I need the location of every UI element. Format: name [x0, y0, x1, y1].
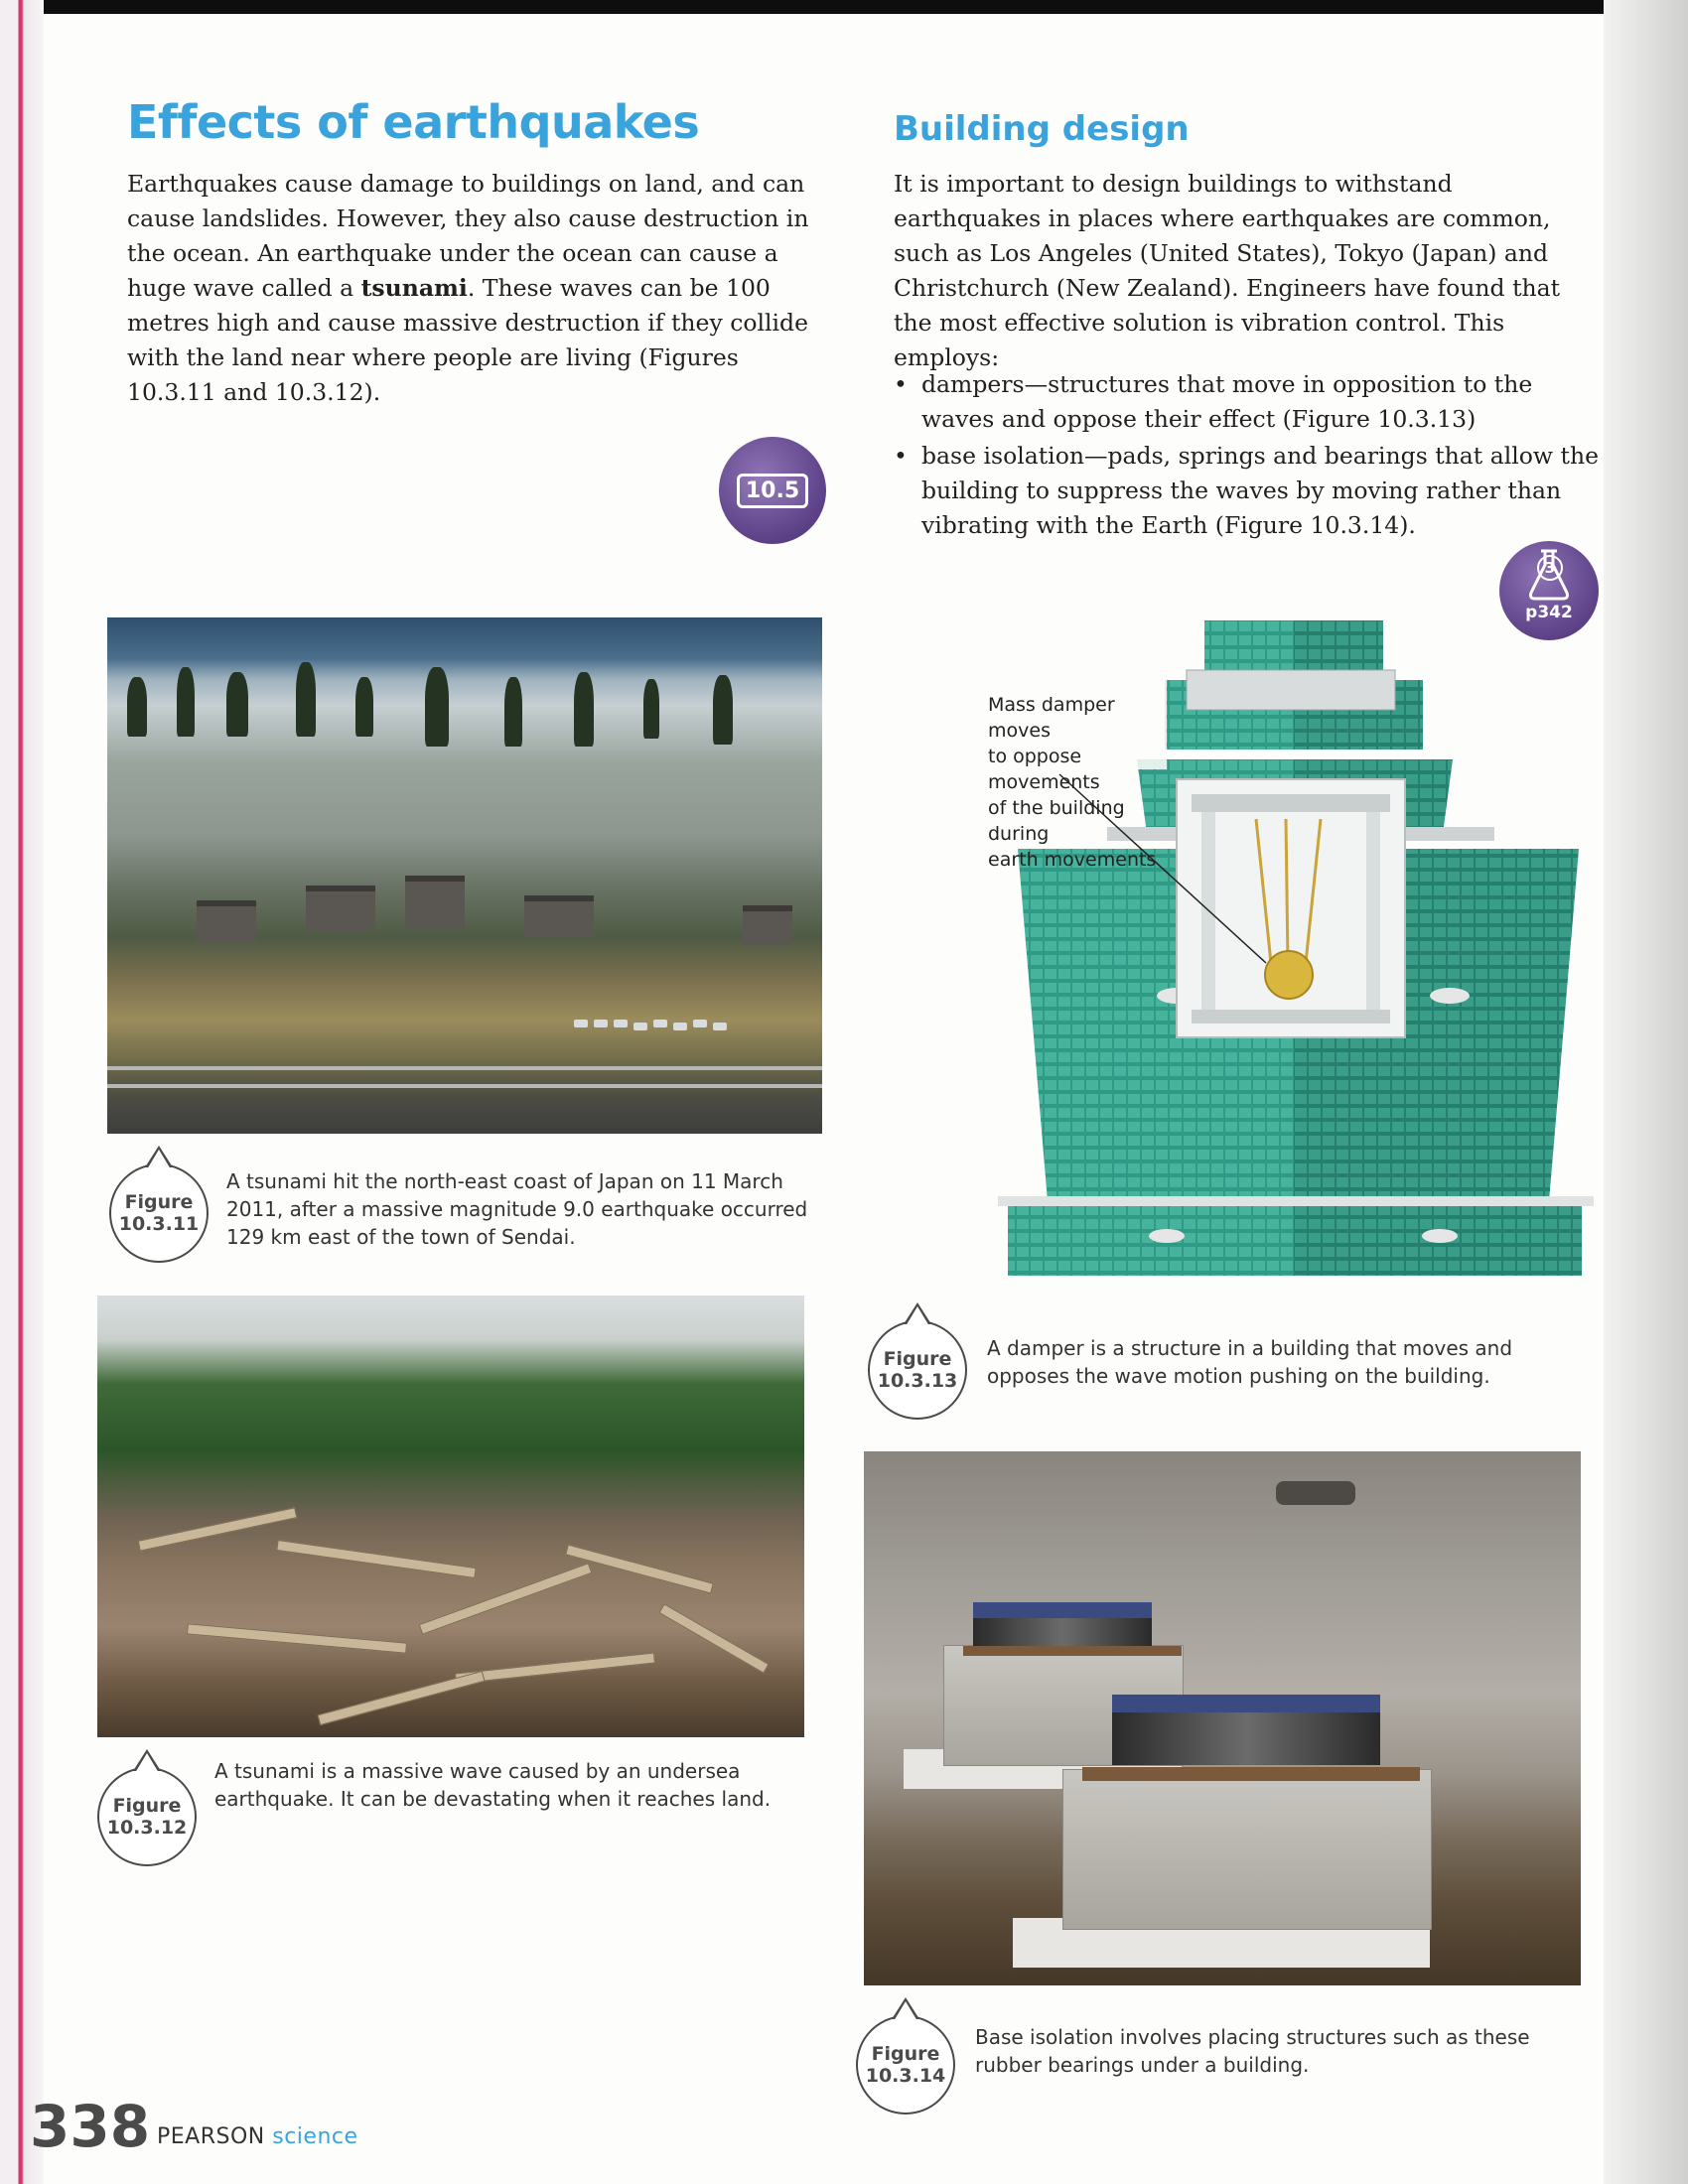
right-paragraph: It is important to design buildings to withstand earthquakes in places where earthquakes are common, such as Los Angeles (United States), Tokyo (Japan) and Christchurch (New Zealand). Engineers have found that the most effective solution is vibration control. This employs: — [894, 170, 1561, 371]
lab-activity-page: p342 — [1525, 603, 1573, 622]
rubber-bearings-photo — [864, 1451, 1581, 1985]
figure-caption-10-3-11: A tsunami hit the north-east coast of Japan on 11 March 2011, after a massive magnitude 9.0 earthquake occurred 129 km east of the town of Sendai. — [226, 1169, 808, 1249]
figure-label-10-3-11: Figure 10.3.11 — [109, 1163, 209, 1263]
page-top-edge — [0, 0, 1688, 14]
left-heading: Effects of earthquakes — [127, 95, 700, 149]
figure-label-10-3-13: Figure 10.3.13 — [868, 1320, 967, 1420]
tsunami-japan-photo — [107, 617, 822, 1134]
lab-activity-number: 3 — [1537, 555, 1563, 581]
key-term-tsunami: tsunami — [360, 274, 468, 302]
next-page-edge — [1604, 0, 1688, 2184]
page-number: 338 — [30, 2093, 151, 2160]
wall-fixture — [1276, 1481, 1355, 1505]
right-heading: Building design — [894, 109, 1190, 149]
tsunami-debris-photo — [97, 1296, 804, 1737]
book-reference-number: 10.5 — [737, 474, 808, 508]
left-paragraph: Earthquakes cause damage to buildings on land, and can cause landslides. However, they also cause destruction in the ocean. An earthquake under the ocean can cause a huge wave called a tsunami. These waves can be 100 metres high and cause massive destruction if they collide with the land near where people are living (Figures 10.3.11 and 10.3.12). — [127, 170, 809, 406]
publisher-brand: PEARSON science — [157, 2124, 358, 2149]
mass-damper-diagram — [988, 620, 1594, 1276]
mass-damper-callout: Mass damper moves to oppose movements of the building during earth movements — [988, 694, 1157, 871]
book-spine — [0, 0, 44, 2184]
figure-caption-10-3-14: Base isolation involves placing structures such as these rubber bearings under a building. — [975, 2025, 1530, 2077]
vibration-control-list — [894, 367, 1599, 545]
figure-caption-10-3-13: A damper is a structure in a building that moves and opposes the wave motion pushing on the building. — [987, 1336, 1513, 1388]
figure-label-10-3-14: Figure 10.3.14 — [856, 2015, 955, 2115]
bullet-dampers: • dampers—structures that move in opposition to the waves and oppose their effect (Figure 10.3.13) — [894, 367, 1599, 437]
figure-label-10-3-12: Figure 10.3.12 — [97, 1767, 197, 1866]
figure-caption-10-3-12: A tsunami is a massive wave caused by an undersea earthquake. It can be devastating when it reaches land. — [214, 1759, 772, 1811]
bullet-base-isolation: • base isolation—pads, springs and bearings that allow the building to suppress the waves by moving rather than vibrating with the Earth (Figure 10.3.14). — [894, 439, 1599, 543]
book-reference-badge[interactable] — [719, 437, 826, 544]
